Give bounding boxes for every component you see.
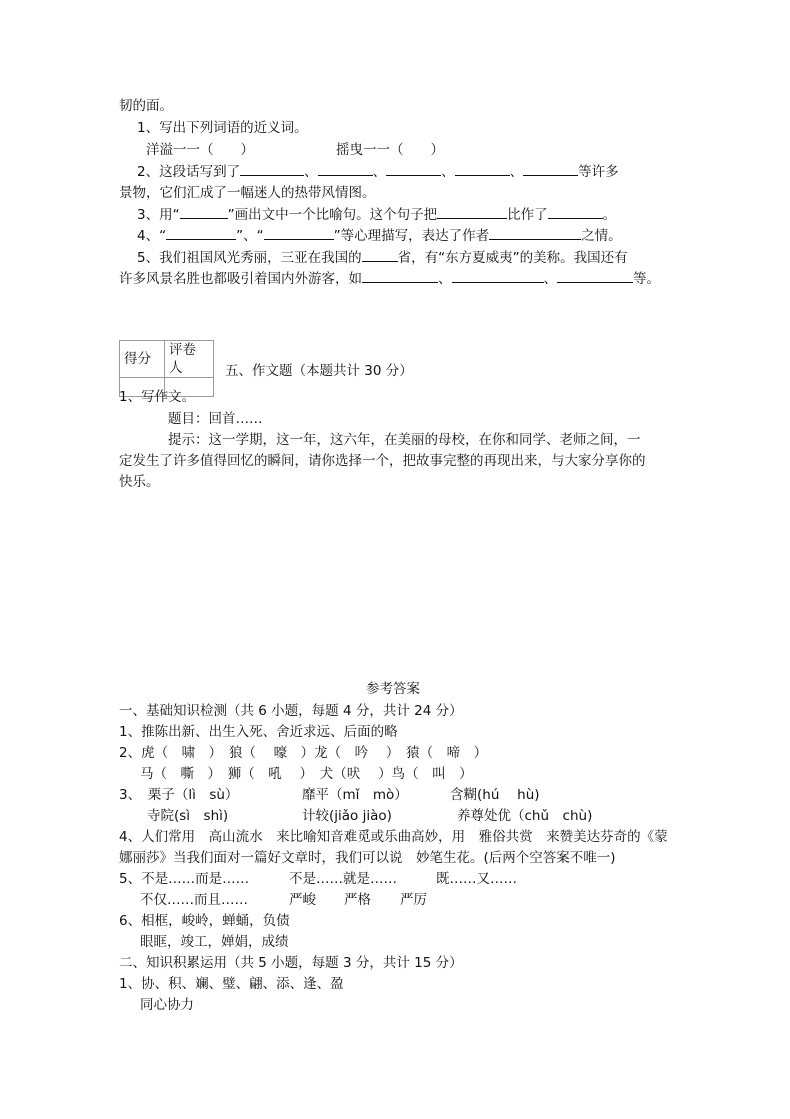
- answer-blank[interactable]: [548, 205, 603, 219]
- answer-b1-line-2: 同心协力: [140, 997, 194, 1013]
- answers-title: 参考答案: [366, 681, 420, 697]
- answer-blank[interactable]: [452, 269, 544, 283]
- answer-5-item-4: 不仅……而且……: [140, 892, 248, 908]
- question-5: 5、我们祖国风光秀丽，三亚在我国的 省，有“东方夏威夷”的美称。我国还有: [137, 250, 628, 266]
- question-1-item-a: 洋溢一一（ ）: [146, 142, 254, 158]
- answer-blank[interactable]: [489, 226, 581, 240]
- answer-3-item-1: 3、 栗子（lì sù）: [119, 787, 239, 803]
- question-2-line-2: 景物，它们汇成了一幅迷人的热带风情图。: [119, 185, 376, 201]
- composition-topic: 题目：回首……: [168, 411, 263, 427]
- reviewer-label: 评卷人: [165, 341, 214, 378]
- answer-3-item-4: 寺院(sì shì): [147, 808, 229, 824]
- question-1: 1、写出下列词语的近义词。: [137, 120, 308, 136]
- composition-hint: 提示：这一学期，这一年，这六年，在美丽的母校，在你和同学、老师之间，一: [168, 432, 641, 448]
- answer-2-line-2: 马（ 嘶 ） 狮（ 吼 ） 犬（吠 ）鸟（ 叫 ）: [140, 766, 473, 782]
- answer-blank[interactable]: [264, 226, 334, 240]
- answer-5-item-6: 严格: [344, 892, 371, 908]
- section-title-composition: 五、作文题（本题共计 30 分）: [225, 363, 413, 379]
- composition-question: 1、写作文。: [119, 389, 196, 405]
- question-5-line-2: 许多风景名胜也都吸引着国内外游客，如 、 、 等。: [119, 271, 660, 287]
- answer-blank[interactable]: [386, 162, 441, 176]
- answer-1: 1、推陈出新、出生入死、舍近求远、后面的略: [119, 724, 398, 740]
- composition-hint-line-2: 定发生了许多值得回忆的瞬间，请你选择一个，把故事完整的再现出来，与大家分享你的: [119, 453, 646, 469]
- answer-blank[interactable]: [557, 269, 633, 283]
- answer-3-item-6: 养尊处优（chǔ chù): [457, 808, 593, 824]
- text-line: 韧的面。: [119, 98, 173, 114]
- answer-b1: 1、协、积、斓、璧、翩、添、逢、盈: [119, 976, 344, 992]
- answer-4-line-2: 娜丽莎》当我们面对一篇好文章时，我们可以说 妙笔生花。(后两个空答案不唯一): [119, 850, 616, 866]
- answers-section-2-title: 二、知识积累运用（共 5 小题，每题 3 分，共计 15 分）: [119, 955, 463, 971]
- answer-4: 4、人们常用 高山流水 来比喻知音难觅或乐曲高妙，用 雅俗共赏 来赞美达芬奇的《蒙: [119, 829, 668, 845]
- question-1-item-b: 摇曳一一（ ）: [336, 142, 444, 158]
- answer-blank[interactable]: [318, 162, 373, 176]
- answer-3-item-3: 含糊(hú hù): [450, 787, 540, 803]
- question-4: 4、“ ”、“ ”等心理描写，表达了作者 之情。: [137, 228, 622, 244]
- score-label: 得分: [120, 341, 165, 378]
- answer-blank[interactable]: [180, 205, 228, 219]
- answer-blank[interactable]: [166, 226, 236, 240]
- answer-blank[interactable]: [362, 248, 398, 262]
- answer-5-item-1: 5、不是……而是……: [119, 871, 250, 887]
- question-2: 2、这段话写到了 、 、 、 、 等许多: [137, 164, 619, 180]
- answer-blank[interactable]: [523, 162, 578, 176]
- answer-6: 6、相框，峻岭，蝉蛹，负债: [119, 913, 290, 929]
- answer-5-item-2: 不是……就是……: [289, 871, 397, 887]
- answer-blank[interactable]: [437, 205, 507, 219]
- answer-3-item-2: 靡平（mǐ mò）: [302, 787, 408, 803]
- answer-blank[interactable]: [362, 269, 438, 283]
- answer-5-item-5: 严峻: [289, 892, 316, 908]
- answer-5-item-7: 严厉: [400, 892, 427, 908]
- question-3: 3、用“ ”画出文中一个比喻句。这个句子把 比作了 。: [137, 207, 617, 223]
- composition-hint-line-3: 快乐。: [119, 474, 160, 490]
- answers-section-1-title: 一、基础知识检测（共 6 小题，每题 4 分，共计 24 分）: [119, 703, 463, 719]
- answer-6-line-2: 眼眶，竣工，婵娟，成绩: [140, 934, 289, 950]
- answer-blank[interactable]: [455, 162, 510, 176]
- answer-blank[interactable]: [240, 162, 304, 176]
- answer-3-item-5: 计较(jiǎo jiào): [302, 808, 392, 824]
- answer-5-item-3: 既……又……: [436, 871, 517, 887]
- answer-2: 2、虎（ 啸 ） 狼（ 嚎 ）龙（ 吟 ） 猿（ 啼 ）: [119, 745, 488, 761]
